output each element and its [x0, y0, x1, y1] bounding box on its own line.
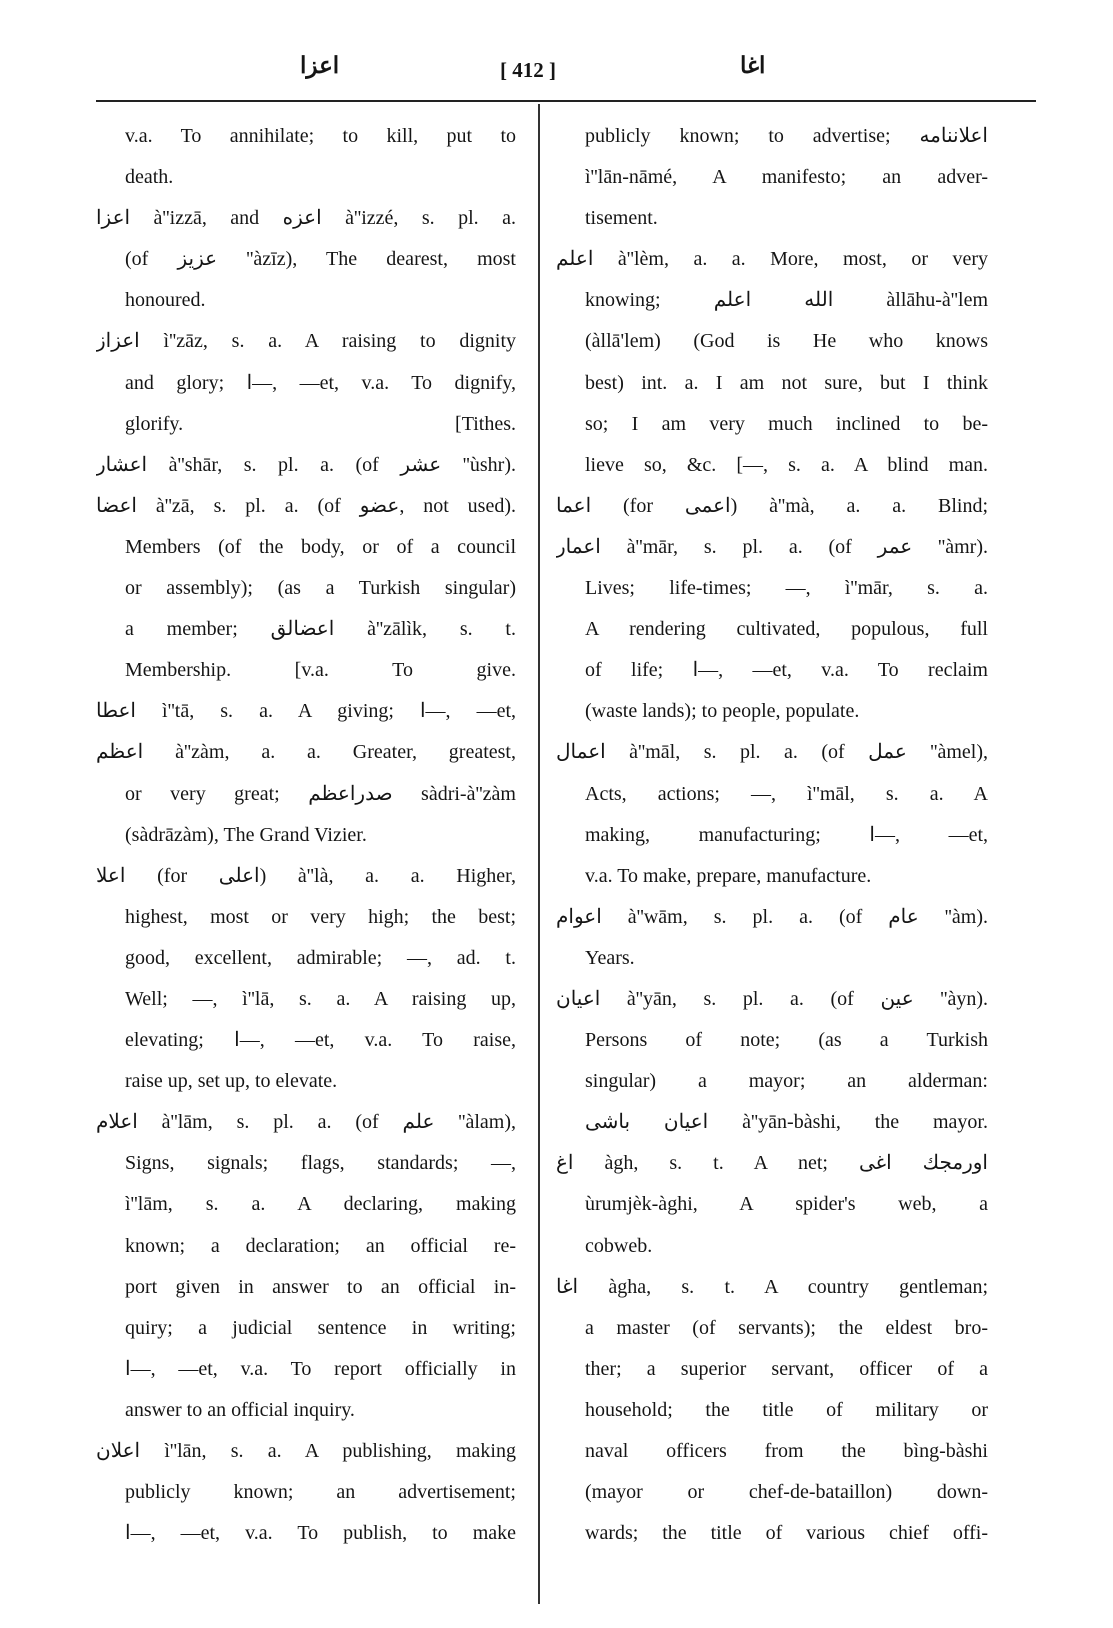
entry-line: ùrumjèk-àghi, A spider's web, a: [585, 1193, 988, 1216]
entry-line: ‌ا—, —et, v.a. To report officially in: [125, 1357, 516, 1380]
entry-line: Persons of note; (as a Turkish: [585, 1029, 988, 1052]
entry-line: glorify. [Tithes.: [125, 412, 516, 435]
entry-line: knowing; الله اعلم àllāhu-à''lem: [585, 289, 988, 312]
entry-line: a master (of servants); the eldest bro-: [585, 1316, 988, 1339]
entry-line: or very great; صدراعظم sàdri-à''zàm: [125, 782, 516, 805]
entry-line: اغ àgh, s. t. A net; اورمجك اغى: [556, 1152, 988, 1175]
entry-line: Membership. [v.a. To give.: [125, 659, 516, 682]
entry-line: (mayor or chef-de-bataillon) down-: [585, 1481, 988, 1504]
entry-line: اعزاز ì''zāz, s. a. A raising to dignity: [96, 330, 516, 353]
entry-line: answer to an official inquiry.: [125, 1398, 355, 1421]
page-number: [ 412 ]: [500, 58, 556, 82]
entry-line: ì''lān-nāmé, A manifesto; an adver-: [585, 166, 988, 189]
entry-line: publicly known; an advertisement;: [125, 1481, 516, 1504]
entry-line: A rendering cultivated, populous, full: [585, 618, 988, 641]
entry-line: اعلا (for اعلى) à''là, a. a. Higher,: [96, 864, 516, 887]
entry-line: cobweb.: [585, 1234, 653, 1257]
entry-line: Lives; life-times; —, ì''mār, s. a.: [585, 577, 988, 600]
entry-line: اعظم à''zàm, a. a. Greater, greatest,: [96, 741, 516, 764]
entry-line: highest, most or very high; the best;: [125, 905, 516, 928]
entry-line: اغا àgha, s. t. A country gentleman;: [556, 1275, 988, 1298]
right-running-headword: اغا: [740, 52, 766, 79]
header-rule: [96, 100, 1036, 102]
entry-line: Years.: [585, 946, 635, 969]
entry-line: (àllā'lem) (God is He who knows: [585, 330, 988, 353]
entry-line: ì''lām, s. a. A declaring, making: [125, 1193, 516, 1216]
entry-line: اعما (for اعمى) à''mà, a. a. Blind;: [556, 494, 988, 517]
entry-line: so; I am very much inclined to be-: [585, 412, 988, 435]
entry-line: lieve so, &c. [—, s. a. A blind man.: [585, 453, 988, 476]
column-divider: [538, 104, 540, 1604]
entry-line: Acts, actions; —, ì''māl, s. a. A: [585, 782, 988, 805]
entry-line: tisement.: [585, 207, 658, 230]
entry-line: a member; اعضالق à''zālìk, s. t.: [125, 618, 516, 641]
entry-line: singular) a mayor; an alderman:: [585, 1070, 988, 1093]
entry-line: اعمال à''māl, s. pl. a. (of عمل ''àmel),: [556, 741, 988, 764]
entry-line: publicly known; to advertise; اعلاننامه: [585, 125, 988, 147]
entry-line: اعيان à''yān, s. pl. a. (of عين ''àyn).: [556, 987, 988, 1010]
entry-line: اعلان ì''lān, s. a. A publishing, making: [96, 1440, 516, 1462]
entry-line: of life; ‌ا—, —et, v.a. To reclaim: [585, 659, 988, 682]
entry-line: quiry; a judicial sentence in writing;: [125, 1316, 516, 1339]
entry-line: اعيان باشى à''yān-bàshi, the mayor.: [585, 1111, 988, 1134]
entry-line: اعزا à''izzā, and اعزه à''izzé, s. pl. a.: [96, 207, 516, 230]
entry-line: Members (of the body, or of a council: [125, 535, 516, 558]
entry-line: اعلام à''lām, s. pl. a. (of علم ''àlam),: [96, 1111, 516, 1134]
entry-line: اعضا à''zā, s. pl. a. (of عضو, not used).: [96, 494, 516, 517]
left-column: [96, 116, 516, 1554]
entry-line: (sàdrāzàm), The Grand Vizier.: [125, 823, 367, 846]
entry-line: ther; a superior servant, officer of a: [585, 1357, 988, 1380]
entry-line: اعمار à''mār, s. pl. a. (of عمر ''àmr).: [556, 535, 988, 558]
entry-line: naval officers from the bìng-bàshi: [585, 1440, 988, 1462]
right-column: [556, 116, 988, 1554]
entry-line: port given in answer to an official in-: [125, 1275, 516, 1298]
entry-line: (waste lands); to people, populate.: [585, 700, 860, 723]
entry-line: اعطا ì''tā, s. a. A giving; ‌ا—, —et,: [96, 700, 516, 723]
entry-line: Signs, signals; flags, standards; —,: [125, 1152, 516, 1175]
entry-line: اعوام à''wām, s. pl. a. (of عام ''àm).: [556, 905, 988, 928]
entry-line: اعلم à''lèm, a. a. More, most, or very: [556, 248, 988, 271]
entry-line: (of عزيز ''àzīz), The dearest, most: [125, 248, 516, 271]
entry-line: household; the title of military or: [585, 1398, 988, 1421]
entry-line: honoured.: [125, 289, 206, 312]
entry-line: ‌ا—, —et, v.a. To publish, to make: [125, 1522, 516, 1545]
entry-line: making, manufacturing; ‌ا—, —et,: [585, 823, 988, 846]
entry-line: or assembly); (as a Turkish singular): [125, 577, 516, 600]
entry-line: good, excellent, admirable; —, ad. t.: [125, 946, 516, 969]
entry-line: v.a. To annihilate; to kill, put to: [125, 125, 516, 147]
entry-line: اعشار à''shār, s. pl. a. (of عشر ''ùshr).: [96, 453, 516, 476]
entry-line: and glory; ‌ا—, —et, v.a. To dignify,: [125, 371, 516, 394]
entry-line: wards; the title of various chief offi-: [585, 1522, 988, 1545]
entry-line: Well; —, ì''lā, s. a. A raising up,: [125, 987, 516, 1010]
left-running-headword: اعزا: [300, 52, 340, 79]
entry-line: v.a. To make, prepare, manufacture.: [585, 864, 872, 887]
entry-line: raise up, set up, to elevate.: [125, 1070, 338, 1093]
entry-line: death.: [125, 166, 174, 189]
entry-line: known; a declaration; an official re-: [125, 1234, 516, 1257]
entry-line: best) int. a. I am not sure, but I think: [585, 371, 988, 394]
entry-line: elevating; ‌ا—, —et, v.a. To raise,: [125, 1029, 516, 1052]
